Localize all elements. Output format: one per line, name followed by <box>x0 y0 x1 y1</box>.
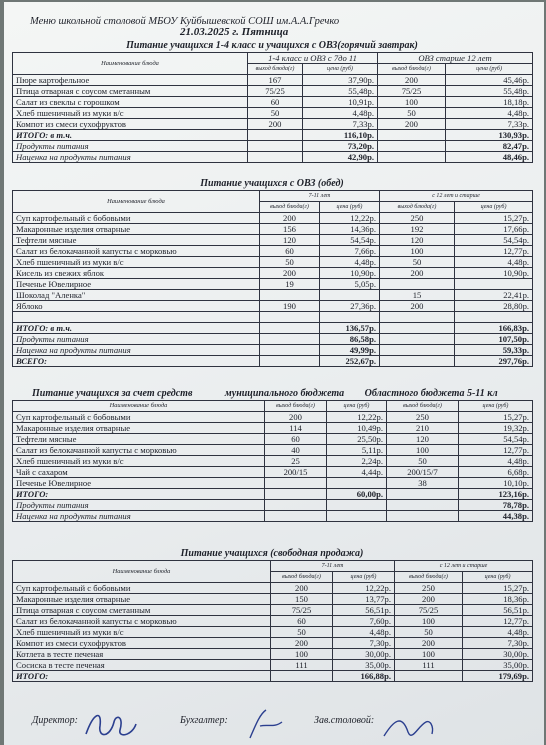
price-value: 15,27р. <box>455 213 533 224</box>
table-row <box>13 108 533 119</box>
grand-total-value: 252,67р. <box>320 356 380 367</box>
table-row <box>13 434 533 445</box>
table-row <box>13 478 533 489</box>
lunch-table <box>12 190 533 367</box>
dish-name: Птица отварная с соусом сметанным <box>13 86 248 97</box>
output-value: 250 <box>380 213 455 224</box>
price-value: 7,60р. <box>333 616 395 627</box>
dish-name: Компот из смеси сухофруктов <box>13 119 248 130</box>
markup-value: 59,33р. <box>455 345 533 356</box>
table-row <box>13 594 533 605</box>
price-value: 4,48р. <box>446 108 533 119</box>
price-value: 18,18р. <box>446 97 533 108</box>
dish-name: Компот из смеси сухофруктов <box>13 638 271 649</box>
column-group-1: 1-4 класс и ОВЗ с 7до 11 <box>248 53 378 64</box>
products-row <box>13 334 533 345</box>
price-value: 7,33р. <box>303 119 378 130</box>
dish-name: Яблоко <box>13 301 260 312</box>
output-value: 50 <box>248 108 303 119</box>
markup-label: Наценка на продукты питания <box>13 511 265 522</box>
output-value: 100 <box>380 246 455 257</box>
budget-section-title <box>12 388 532 400</box>
table-row <box>13 649 533 660</box>
price-value: 15,27р. <box>459 412 533 423</box>
dish-name: Птица отварная с соусом сметанным <box>13 605 271 616</box>
table-row <box>13 660 533 671</box>
markup-label: Наценка на продукты питания <box>13 152 248 163</box>
output-value: 200 <box>271 638 333 649</box>
output-value: 50 <box>380 257 455 268</box>
output-value: 250 <box>395 583 463 594</box>
price-value: 10,49р. <box>327 423 387 434</box>
output-value: 75/25 <box>378 86 446 97</box>
price-value: 30,00р. <box>463 649 533 660</box>
output-value <box>380 312 455 323</box>
total-label: ИТОГО: <box>13 671 271 682</box>
column-header-price: цена (руб) <box>320 202 380 213</box>
price-value: 54,54р. <box>455 235 533 246</box>
dish-name: Печенье Ювелирное <box>13 279 260 290</box>
price-value: 17,66р. <box>455 224 533 235</box>
price-value: 12,22р. <box>320 213 380 224</box>
free-sale-section <box>12 548 532 682</box>
column-header-price: цена (руб) <box>455 202 533 213</box>
price-value <box>455 279 533 290</box>
column-group-1: 7-11 лет <box>271 561 395 572</box>
total-row <box>13 323 533 334</box>
breakfast-section <box>12 40 532 163</box>
free-sale-section-title: Питание учащихся (свободная продажа) <box>180 548 364 559</box>
price-value: 13,77р. <box>333 594 395 605</box>
total-value: 123,16р. <box>459 489 533 500</box>
output-value: 200 <box>380 301 455 312</box>
lunch-section-title: Питание учащихся с ОВЗ (обед) <box>200 178 344 189</box>
markup-row <box>13 152 533 163</box>
output-value: 75/25 <box>248 86 303 97</box>
price-value: 4,48р. <box>459 456 533 467</box>
output-value: 38 <box>387 478 459 489</box>
total-row <box>13 130 533 141</box>
dish-name: Суп картофельный с бобовыми <box>13 583 271 594</box>
dish-name: Тефтели мясные <box>13 235 260 246</box>
price-value: 25,50р. <box>327 434 387 445</box>
price-value: 55,48р. <box>303 86 378 97</box>
price-value: 4,44р. <box>327 467 387 478</box>
table-row <box>13 467 533 478</box>
column-header-output: выход блюда(г) <box>387 401 459 412</box>
output-value: 200 <box>395 594 463 605</box>
output-value: 60 <box>265 434 327 445</box>
price-value: 56,51р. <box>333 605 395 616</box>
dish-name: Хлеб пшеничный из муки в/с <box>13 627 271 638</box>
output-value: 200 <box>395 638 463 649</box>
price-value: 12,77р. <box>463 616 533 627</box>
output-value: 75/25 <box>395 605 463 616</box>
breakfast-section-title: Питание учащихся 1-4 класс и учащихся с ОВЗ(горячий завтрак) <box>126 40 418 51</box>
total-value: 116,10р. <box>303 130 378 141</box>
output-value: 200 <box>378 75 446 86</box>
output-value: 120 <box>380 235 455 246</box>
price-value: 56,51р. <box>463 605 533 616</box>
table-header <box>13 53 533 64</box>
price-value: 54,54р. <box>459 434 533 445</box>
products-value: 107,50р. <box>455 334 533 345</box>
output-value: 120 <box>260 235 320 246</box>
dish-name: Салат из белокачанной капусты с морковью <box>13 616 271 627</box>
column-header-output: выход блюда(г) <box>260 202 320 213</box>
column-group-2: с 12 лет и старше <box>380 191 533 202</box>
budget-title-part: муниципального бюджета <box>224 388 345 399</box>
price-value <box>320 290 380 301</box>
price-value: 12,22р. <box>327 412 387 423</box>
products-row <box>13 141 533 152</box>
price-value: 22,41р. <box>455 290 533 301</box>
output-value: 200 <box>260 213 320 224</box>
output-value: 60 <box>248 97 303 108</box>
price-value: 35,00р. <box>333 660 395 671</box>
table-row <box>13 257 533 268</box>
price-value <box>320 312 380 323</box>
dish-name: Печенье Ювелирное <box>13 478 265 489</box>
dish-name: Салат из свеклы с горошком <box>13 97 248 108</box>
output-value: 192 <box>380 224 455 235</box>
table-row <box>13 638 533 649</box>
column-header-price: цена (руб) <box>459 401 533 412</box>
dish-name: Макаронные изделия отварные <box>13 594 271 605</box>
price-value: 10,91р. <box>303 97 378 108</box>
output-value: 50 <box>387 456 459 467</box>
output-value: 120 <box>387 434 459 445</box>
products-value: 73,20р. <box>303 141 378 152</box>
accountant-label: Бухгалтер: <box>180 715 228 726</box>
dish-name: Суп картофельный с бобовыми <box>13 412 265 423</box>
price-value: 5,11р. <box>327 445 387 456</box>
price-value: 27,36р. <box>320 301 380 312</box>
price-value: 7,30р. <box>333 638 395 649</box>
director-label: Директор: <box>32 715 78 726</box>
accountant-signature <box>242 704 292 744</box>
total-value: 130,93р. <box>446 130 533 141</box>
output-value: 50 <box>260 257 320 268</box>
price-value: 4,48р. <box>303 108 378 119</box>
price-value: 5,05р. <box>320 279 380 290</box>
price-value: 10,10р. <box>459 478 533 489</box>
markup-label: Наценка на продукты питания <box>13 345 260 356</box>
products-label: Продукты питания <box>13 334 260 345</box>
table-row <box>13 456 533 467</box>
price-value: 10,90р. <box>455 268 533 279</box>
price-value: 2,24р. <box>327 456 387 467</box>
output-value: 50 <box>395 627 463 638</box>
output-value: 200 <box>378 119 446 130</box>
canteen-head-signature <box>378 706 438 745</box>
free-sale-table <box>12 560 533 682</box>
price-value: 4,48р. <box>463 627 533 638</box>
dish-name: Хлеб пшеничный из муки в/с <box>13 456 265 467</box>
table-row <box>13 86 533 97</box>
column-header-output: выход блюда(г) <box>248 64 303 75</box>
dish-name: Хлеб пшеничный из муки в/с <box>13 257 260 268</box>
output-value: 100 <box>395 649 463 660</box>
output-value: 200 <box>265 412 327 423</box>
document-date: 21.03.2025 г. Пятница <box>180 26 289 38</box>
column-header-output: выход блюда(г) <box>395 572 463 583</box>
output-value: 100 <box>387 445 459 456</box>
table-row <box>13 312 533 323</box>
output-value: 156 <box>260 224 320 235</box>
table-row <box>13 627 533 638</box>
price-value: 35,00р. <box>463 660 533 671</box>
price-value: 55,48р. <box>446 86 533 97</box>
budget-section <box>12 388 532 522</box>
price-value: 45,46р. <box>446 75 533 86</box>
column-header-output: выход блюда(г) <box>271 572 333 583</box>
total-label: ИТОГО: <box>13 489 265 500</box>
price-value: 12,77р. <box>459 445 533 456</box>
table-row <box>13 97 533 108</box>
dish-name <box>13 312 260 323</box>
price-value: 30,00р. <box>333 649 395 660</box>
output-value: 111 <box>395 660 463 671</box>
output-value: 200/15 <box>265 467 327 478</box>
column-header-output: выход блюда(г) <box>380 202 455 213</box>
output-value: 60 <box>260 246 320 257</box>
dish-name: Макаронные изделия отварные <box>13 423 265 434</box>
output-value: 100 <box>378 97 446 108</box>
price-value: 6,68р. <box>459 467 533 478</box>
dish-name: Чай с сахаром <box>13 467 265 478</box>
dish-name: Кисель из свежих яблок <box>13 268 260 279</box>
price-value: 54,54р. <box>320 235 380 246</box>
products-label: Продукты питания <box>13 500 265 511</box>
table-row <box>13 290 533 301</box>
price-value: 7,66р. <box>320 246 380 257</box>
column-header-dish: Наименование блюда <box>13 561 271 583</box>
column-header-price: цена (руб) <box>333 572 395 583</box>
output-value <box>265 478 327 489</box>
grand-total-row <box>13 356 533 367</box>
dish-name: Тефтели мясные <box>13 434 265 445</box>
budget-table <box>12 400 533 522</box>
total-value: 136,57р. <box>320 323 380 334</box>
table-row <box>13 75 533 86</box>
table-row <box>13 412 533 423</box>
dish-name: Котлета в тесте печеная <box>13 649 271 660</box>
markup-row <box>13 511 533 522</box>
total-value: 166,88р. <box>333 671 395 682</box>
price-value: 19,32р. <box>459 423 533 434</box>
column-group-2: ОВЗ старше 12 лет <box>378 53 533 64</box>
column-header-price: цена (руб) <box>303 64 378 75</box>
budget-title-part: Областного бюджета 5-11 кл <box>364 388 498 399</box>
products-value: 82,47р. <box>446 141 533 152</box>
price-value: 15,27р. <box>463 583 533 594</box>
output-value: 210 <box>387 423 459 434</box>
table-row <box>13 246 533 257</box>
output-value: 19 <box>260 279 320 290</box>
dish-name: Шоколад "Аленка" <box>13 290 260 301</box>
markup-value: 49,99р. <box>320 345 380 356</box>
output-value: 200 <box>380 268 455 279</box>
price-value <box>455 312 533 323</box>
output-value: 100 <box>271 649 333 660</box>
products-label: Продукты питания <box>13 141 248 152</box>
output-value: 50 <box>378 108 446 119</box>
output-value: 190 <box>260 301 320 312</box>
total-label: ИТОГО: в т.ч. <box>13 130 248 141</box>
output-value: 200 <box>248 119 303 130</box>
grand-total-value: 297,76р. <box>455 356 533 367</box>
price-value: 10,90р. <box>320 268 380 279</box>
price-value: 4,48р. <box>333 627 395 638</box>
price-value: 7,30р. <box>463 638 533 649</box>
dish-name: Пюре картофельное <box>13 75 248 86</box>
output-value: 167 <box>248 75 303 86</box>
total-value: 179,69р. <box>463 671 533 682</box>
output-value: 150 <box>271 594 333 605</box>
table-row <box>13 235 533 246</box>
table-row <box>13 224 533 235</box>
dish-name: Макаронные изделия отварные <box>13 224 260 235</box>
output-value <box>260 312 320 323</box>
total-value: 166,83р. <box>455 323 533 334</box>
price-value: 18,36р. <box>463 594 533 605</box>
products-value: 78,78р. <box>459 500 533 511</box>
document-title: Меню школьной столовой МБОУ Куйбышевской СОШ им.А.А.Гречко <box>30 16 340 27</box>
table-row <box>13 279 533 290</box>
products-value: 86,58р. <box>320 334 380 345</box>
column-header-price: цена (руб) <box>446 64 533 75</box>
table-header <box>13 561 533 572</box>
lunch-section <box>12 178 532 367</box>
grand-total-label: ВСЕГО: <box>13 356 260 367</box>
total-row <box>13 489 533 500</box>
markup-value: 44,38р. <box>459 511 533 522</box>
dish-name: Сосиска в тесте печеная <box>13 660 271 671</box>
markup-value: 42,90р. <box>303 152 378 163</box>
output-value: 60 <box>271 616 333 627</box>
price-value: 28,80р. <box>455 301 533 312</box>
column-group-2: с 12 лет и старше <box>395 561 533 572</box>
breakfast-table <box>12 52 533 163</box>
price-value: 12,22р. <box>333 583 395 594</box>
markup-row <box>13 345 533 356</box>
markup-value: 48,46р. <box>446 152 533 163</box>
output-value: 200/15/7 <box>387 467 459 478</box>
price-value: 37,90р. <box>303 75 378 86</box>
price-value <box>327 478 387 489</box>
column-header-price: цена (руб) <box>327 401 387 412</box>
output-value: 114 <box>265 423 327 434</box>
column-group-1: 7-11 лет <box>260 191 380 202</box>
total-label: ИТОГО: в т.ч. <box>13 323 260 334</box>
table-header <box>13 191 533 202</box>
table-row <box>13 583 533 594</box>
price-value: 7,33р. <box>446 119 533 130</box>
price-value: 12,77р. <box>455 246 533 257</box>
canteen-head-label: Зав.столовой: <box>314 715 375 726</box>
column-header-dish: Наименование блюда <box>13 53 248 75</box>
output-value: 75/25 <box>271 605 333 616</box>
output-value: 15 <box>380 290 455 301</box>
table-row <box>13 445 533 456</box>
price-value: 4,48р. <box>320 257 380 268</box>
table-row <box>13 213 533 224</box>
column-header-price: цена (руб) <box>463 572 533 583</box>
total-value: 60,00р. <box>327 489 387 500</box>
output-value <box>260 290 320 301</box>
output-value: 50 <box>271 627 333 638</box>
table-row <box>13 616 533 627</box>
document-header <box>30 16 339 38</box>
menu-sheet <box>4 2 544 745</box>
dish-name: Салат из белокачанной капусты с морковью <box>13 445 265 456</box>
output-value: 25 <box>265 456 327 467</box>
budget-title-part: Питание учащихся за счет средств <box>32 388 193 399</box>
director-signature <box>80 704 140 744</box>
output-value <box>380 279 455 290</box>
output-value: 40 <box>265 445 327 456</box>
table-row <box>13 268 533 279</box>
price-value: 14,36р. <box>320 224 380 235</box>
output-value: 200 <box>260 268 320 279</box>
column-header-dish: Наименование блюда <box>13 191 260 213</box>
table-row <box>13 301 533 312</box>
price-value: 4,48р. <box>455 257 533 268</box>
output-value: 200 <box>271 583 333 594</box>
dish-name: Суп картофельный с бобовыми <box>13 213 260 224</box>
output-value: 111 <box>271 660 333 671</box>
output-value: 100 <box>395 616 463 627</box>
table-row <box>13 423 533 434</box>
total-row <box>13 671 533 682</box>
dish-name: Хлеб пшеничный из муки в/с <box>13 108 248 119</box>
column-header-output: выход блюда(г) <box>378 64 446 75</box>
table-row <box>13 605 533 616</box>
products-row <box>13 500 533 511</box>
dish-name: Салат из белокачанной капусты с морковью <box>13 246 260 257</box>
column-header-output: выход блюда(г) <box>265 401 327 412</box>
column-header-dish: Наименование блюда <box>13 401 265 412</box>
table-row <box>13 119 533 130</box>
table-header <box>13 401 533 412</box>
output-value: 250 <box>387 412 459 423</box>
